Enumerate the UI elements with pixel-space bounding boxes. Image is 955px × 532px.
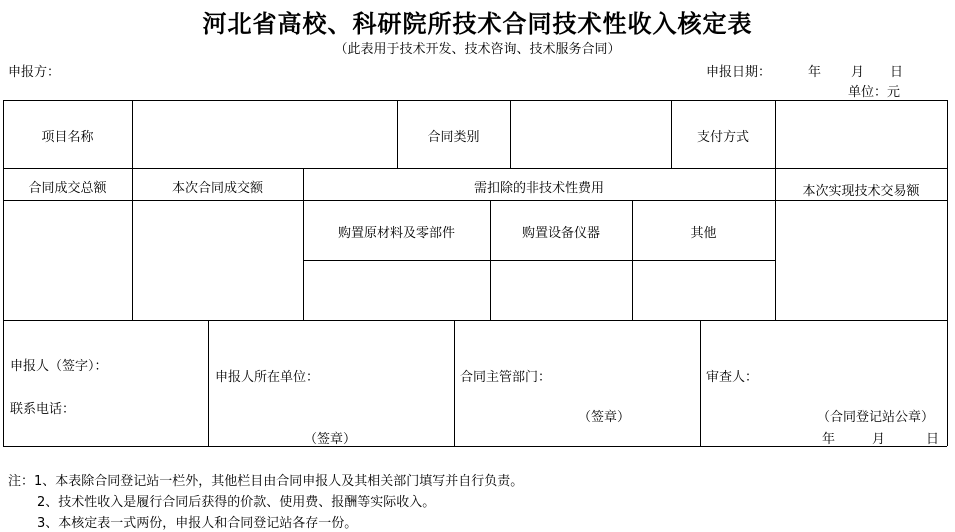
date-month: 月 [851,65,865,80]
total-amount-field[interactable] [4,201,131,319]
materials-label: 购置原材料及零部件 [337,226,455,241]
current-amount-label: 本次合同成交额 [171,181,263,196]
dept-label: 合同主管部门： [460,370,552,385]
station-seal: （合同登记站公章） [817,410,935,425]
station-month: 月 [872,432,886,447]
contract-type-field[interactable] [511,101,670,167]
other-field[interactable] [633,261,774,319]
applicant-unit-label: 申报人所在单位： [215,370,320,385]
payment-method-label: 支付方式 [696,130,749,145]
note-3: 3、本核定表一式两份，申报人和合同登记站各存一份。 [37,516,358,531]
station-year: 年 [822,432,836,447]
equipment-field[interactable] [491,261,631,319]
dept-seal: （签章） [578,410,631,425]
applicant-unit-seal: （签章） [304,432,357,447]
unit-label: 单位：元 [848,85,901,100]
total-amount-label: 合同成交总额 [28,181,107,196]
payment-method-field[interactable] [776,101,946,167]
station-day: 日 [926,432,940,447]
current-amount-field[interactable] [133,201,302,319]
project-name-field[interactable] [133,101,396,167]
equipment-label: 购置设备仪器 [521,226,600,241]
project-name-label: 项目名称 [41,130,94,145]
other-label: 其他 [690,226,717,241]
realized-amount-label: 本次实现技术交易额 [802,184,920,199]
phone-label: 联系电话： [10,402,76,417]
non-tech-fees-label: 需扣除的非技术性费用 [473,181,604,196]
note-2: 2、技术性收入是履行合同后获得的价款、使用费、报酬等实际收入。 [37,495,436,510]
reviewer-label: 审查人： [706,370,759,385]
contract-type-label: 合同类别 [427,130,480,145]
applicant-label: 申报方： [8,65,61,80]
realized-amount-field[interactable] [776,201,946,319]
form-title: 河北省高校、科研院所技术合同技术性收入核定表 [202,10,753,38]
date-year: 年 [808,65,822,80]
materials-field[interactable] [304,261,489,319]
applicant-sign-label: 申报人（签字）： [10,359,108,374]
form-subtitle: （此表用于技术开发、技术咨询、技术服务合同） [334,42,621,57]
date-day: 日 [890,65,904,80]
date-label: 申报日期： [706,65,772,80]
note-1: 注：1、本表除合同登记站一栏外，其他栏目由合同申报人及其相关部门填写并自行负责。 [8,474,524,489]
